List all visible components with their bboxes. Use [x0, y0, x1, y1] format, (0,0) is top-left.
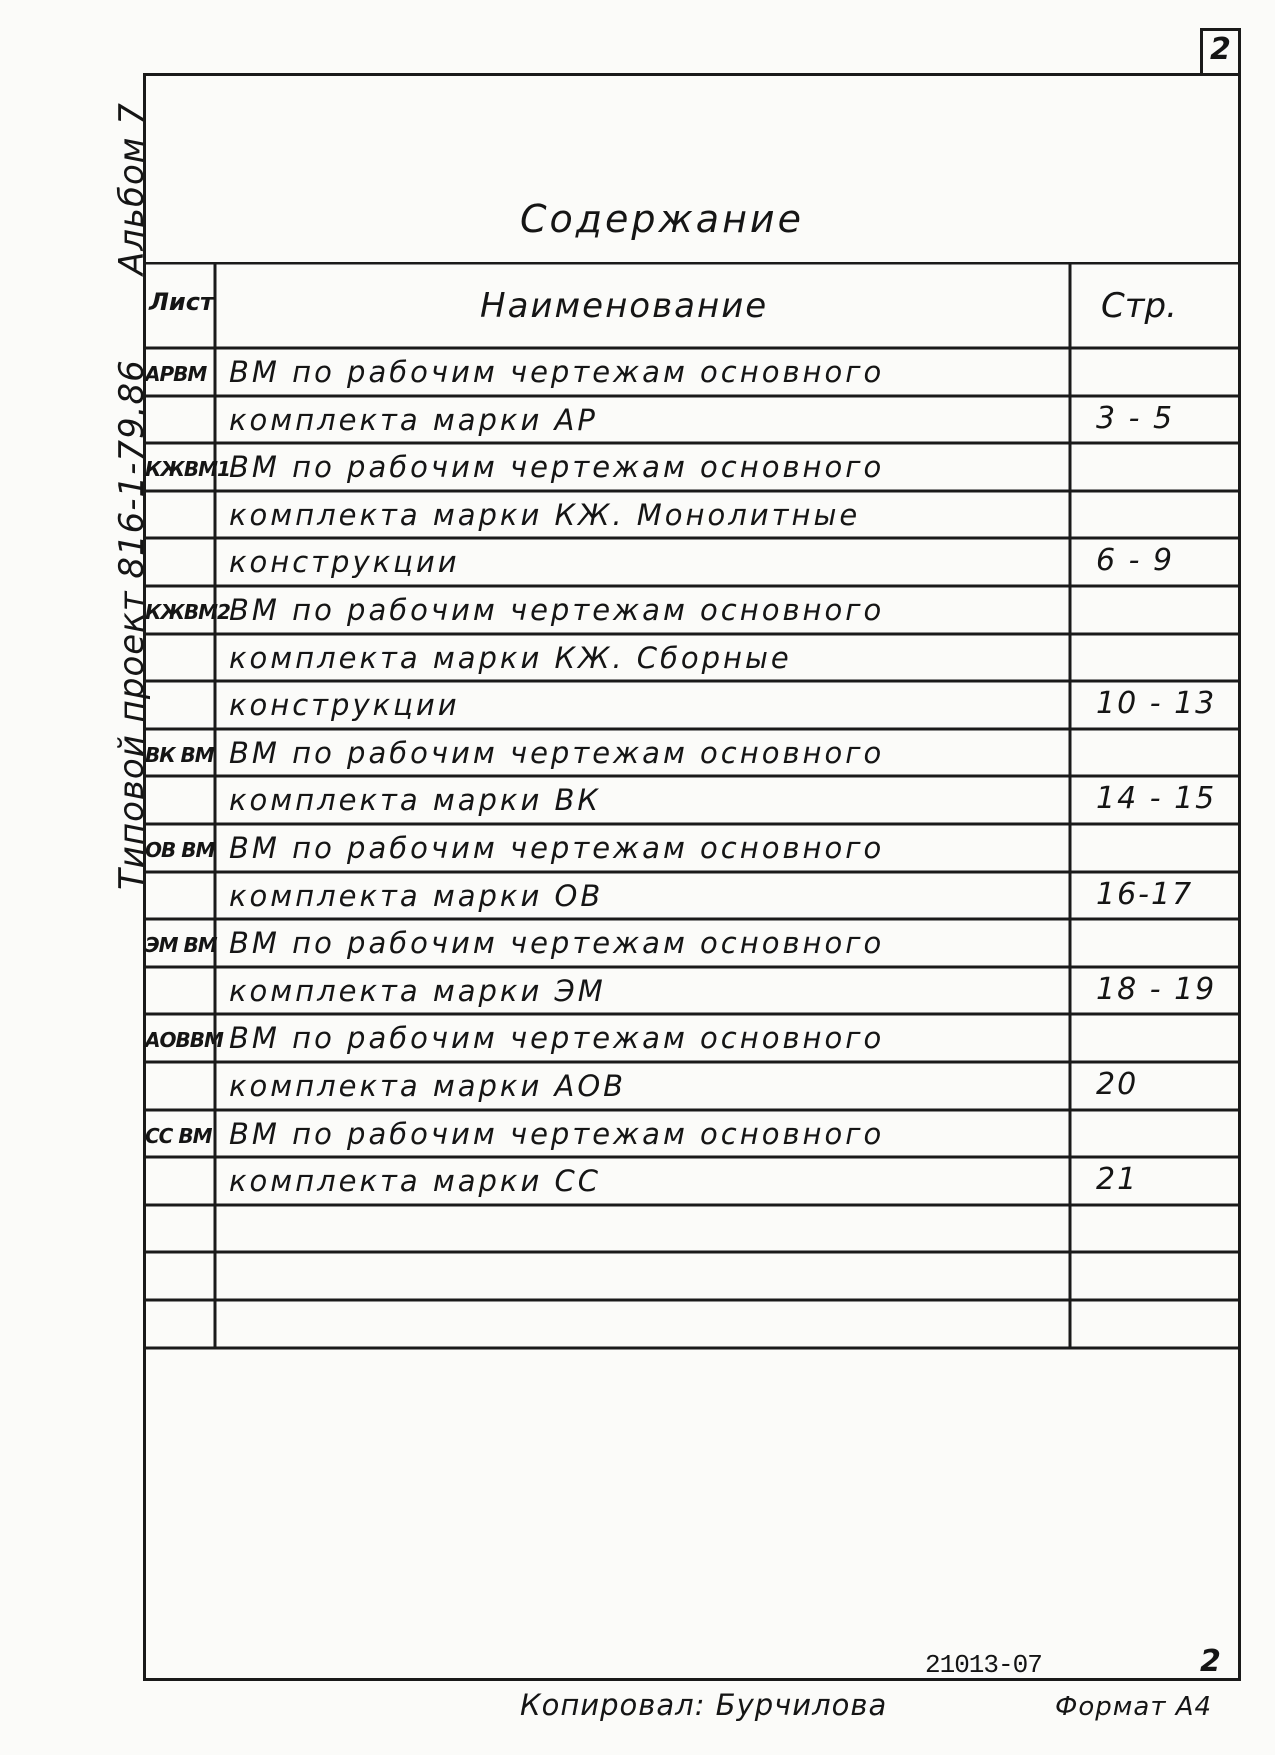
table-row: [143, 1252, 1241, 1300]
row-name: комплекта марки АОВ: [229, 1069, 627, 1103]
row-name: ВМ по рабочим чертежам основного: [229, 355, 885, 389]
table-row: [143, 634, 1241, 682]
table-row: [143, 443, 1241, 491]
table-row: [143, 1014, 1241, 1062]
row-sheet-code: АРВМ: [145, 362, 207, 386]
row-page: 10 - 13: [1096, 686, 1217, 722]
row-name: ВМ по рабочим чертежам основного: [229, 926, 885, 961]
row-name: ВМ по рабочим чертежам основного: [229, 831, 885, 865]
table-row: [143, 1300, 1241, 1348]
copied-by: Копировал: Бурчилова: [520, 1688, 888, 1722]
row-name: ВМ по рабочим чертежам основного: [229, 593, 885, 627]
table-row: [143, 681, 1241, 729]
table-row: [143, 538, 1241, 586]
row-page: 14 - 15: [1096, 781, 1217, 817]
format-label: Формат А4: [1055, 1692, 1213, 1722]
row-page: 18 - 19: [1096, 971, 1217, 1007]
row-name: ВМ по рабочим чертежам основного: [229, 735, 885, 770]
frame-bottom-line: [143, 1678, 1239, 1681]
table-row: [143, 348, 1241, 396]
row-name: комплекта марки ВК: [229, 783, 601, 818]
row-name: конструкции: [229, 688, 460, 723]
contents-table: [143, 262, 1241, 1354]
row-sheet-code: ВК ВМ: [145, 742, 214, 767]
row-name: комплекта марки АР: [229, 402, 598, 437]
document-title: Содержание: [520, 197, 804, 241]
row-name: комплекта марки ЭМ: [229, 973, 606, 1008]
row-sheet-code: ОВ ВМ: [145, 838, 215, 862]
table-row: [143, 1157, 1241, 1205]
row-sheet-code: СС ВМ: [145, 1123, 212, 1148]
frame-top-line: [143, 73, 1239, 76]
table-row: [143, 1110, 1241, 1158]
row-name: ВМ по рабочим чертежам основного: [229, 450, 885, 485]
table-row: [143, 824, 1241, 872]
table-row: [143, 872, 1241, 920]
table-row: [143, 776, 1241, 824]
album-label: Альбом 7: [112, 102, 152, 275]
row-sheet-code: ЭМ ВМ: [145, 933, 217, 958]
page-mark: 2: [1200, 1644, 1221, 1679]
header-page: Стр.: [1101, 286, 1177, 326]
sheet-number: 2: [1210, 32, 1231, 67]
table-row: [143, 919, 1241, 967]
row-page: 20: [1096, 1067, 1139, 1102]
table-row: [143, 491, 1241, 539]
row-name: конструкции: [229, 545, 460, 580]
table-row: [143, 1062, 1241, 1110]
row-sheet-code: КЖВМ2: [145, 600, 230, 624]
table-row: [143, 396, 1241, 444]
row-page: 3 - 5: [1096, 400, 1175, 436]
sheet-box-left: [1200, 28, 1203, 74]
row-page: 21: [1096, 1162, 1139, 1198]
header-sheet: Лист: [149, 288, 214, 316]
sheet-box-top: [1200, 28, 1240, 31]
document-number: 21013-07: [925, 1650, 1042, 1680]
row-name: комплекта марки КЖ. Сборные: [229, 640, 792, 675]
row-name: ВМ по рабочим чертежам основного: [229, 1116, 885, 1151]
row-name: комплекта марки СС: [229, 1164, 602, 1199]
table-row: [143, 729, 1241, 777]
table-row: [143, 1205, 1241, 1253]
table-row: [143, 967, 1241, 1015]
row-sheet-code: КЖВМ1: [145, 457, 230, 482]
row-page: 6 - 9: [1096, 543, 1175, 579]
row-name: ВМ по рабочим чертежам основного: [229, 1021, 885, 1056]
row-page: 16-17: [1096, 876, 1194, 912]
row-name: комплекта марки ОВ: [229, 878, 604, 913]
project-label: Типовой проект 816-1-79.86: [112, 359, 152, 890]
row-name: комплекта марки КЖ. Монолитные: [229, 497, 861, 532]
row-sheet-code: АОВВМ: [145, 1028, 223, 1053]
table-row: [143, 586, 1241, 634]
header-name: Наименование: [480, 286, 769, 326]
